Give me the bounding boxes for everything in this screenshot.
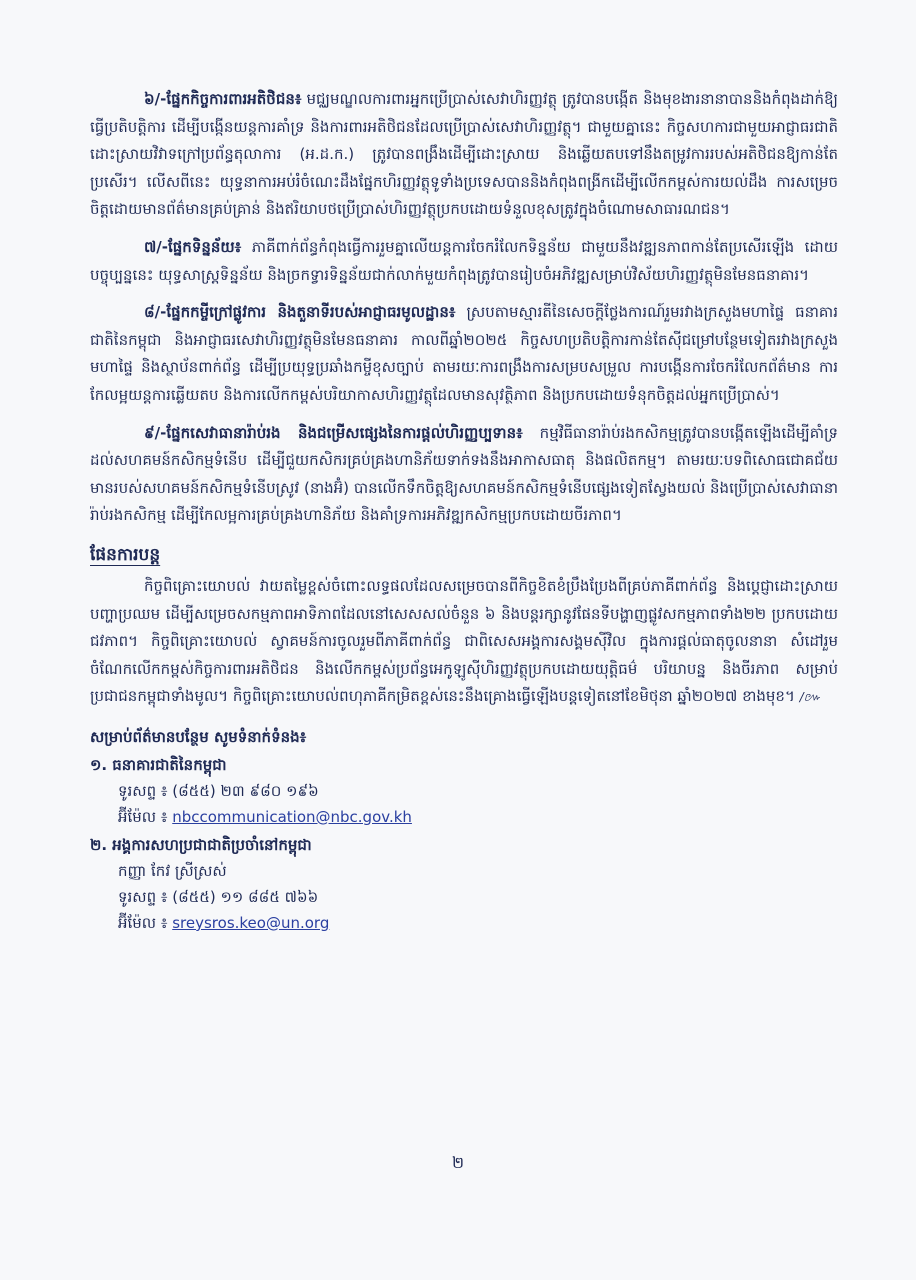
- section-body: ភាគីពាក់ព័ន្ធកំពុងធ្វើការរួមគ្នាលើយន្តការចែករំលែកទិន្នន័យ ជាមួយនឹងវឌ្ឍនភាពកាន់តែប្រសើរឡើង ដោយបច្ចុប្បន្ននេះ យុទ្ធសាស្ត្រទិន្នន័យ និងច្រកទ្វារទិន្នន័យជាក់លាក់មួយកំពុងត្រូវបានរៀបចំអភិវឌ្ឍសម្រាប់វិស័យហិរញ្ញវត្ថុមិនមែនធនាគារ។: [90, 237, 838, 284]
- contact-phone: ទូរសព្ទ ៖ (៨៥៥) ២៣ ៩៨០ ១៩៦: [118, 781, 319, 800]
- contact-heading: សម្រាប់ព័ត៌មានបន្ថែម សូមទំនាក់ទំនង៖: [90, 727, 307, 746]
- plan-paragraph: [90, 573, 838, 712]
- contact-org-name: ១. ធនាគារជាតិនៃកម្ពុជា: [90, 755, 227, 774]
- contact-person: កញ្ញា កែវ ស្រីស្រស់: [118, 861, 227, 880]
- plan-heading: ផែនការបន្ត: [90, 544, 161, 565]
- section-heading: ៦/-ផ្នែកកិច្ចការពារអតិថិជន៖: [144, 90, 302, 108]
- contact-block: [90, 724, 838, 936]
- contact-phone: ទូរសព្ទ ៖ (៨៥៥) ១១ ៨៨៥ ៧៦៦: [118, 887, 319, 906]
- email-link[interactable]: sreysros.keo@un.org: [172, 913, 330, 932]
- end-mark: /៚: [799, 690, 821, 705]
- section-body: ស្របតាមស្មារតីនៃសេចក្តីថ្លែងការណ៍រួមរវាងក្រសួងមហាផ្ទៃ ធនាគារជាតិនៃកម្ពុជា និងអាជ្ញាធរសេវាហិរញ្ញវត្ថុមិនមែនធនាគារ កាលពីឆ្នាំ២០២៥ កិច្ចសហប្រតិបត្តិការកាន់តែស៊ីជម្រៅបន្ថែមទៀតរវាងក្រសួងមហាផ្ទៃ និងស្ថាប័នពាក់ព័ន្ធ ដើម្បីប្រយុទ្ធប្រឆាំងកម្ចីខុសច្បាប់ តាមរយៈការពង្រឹងការសម្របសម្រួល ការបង្កើនការចែករំលែកព័ត៌មាន ការកែលម្អយន្តការឆ្លើយតប និងការលើកកម្ពស់បរិយាកាសហិរញ្ញវត្ថុដែលមានសុវត្ថិភាព និងប្រកបដោយទំនុកចិត្តដល់អ្នកប្រើប្រាស់។: [90, 303, 838, 404]
- section-heading: ៩/-ផ្នែកសេវាធានារ៉ាប់រង និងជម្រើសផ្សេងនៃការផ្តល់ហិរញ្ញប្បទាន៖: [144, 423, 523, 442]
- section-8: [90, 299, 838, 409]
- page-number: ២: [451, 1153, 465, 1172]
- section-heading: ៧/-ផ្នែកទិន្នន័យ៖: [144, 237, 242, 256]
- section-6: [90, 86, 838, 224]
- email-label: អ៊ីម៉ែល ៖: [118, 807, 168, 826]
- section-body: មជ្ឈមណ្ឌលការពារអ្នកប្រើប្រាស់សេវាហិរញ្ញវត្ថុ ត្រូវបានបង្កើត និងមុខងារនានាបាននិងកំពុងដាក់ឱ្យធ្វើប្រតិបត្តិការ ដើម្បីបង្កើនយន្តការគាំទ្រ និងការពារអតិថិជនដែលប្រើប្រាស់សេវាហិរញ្ញវត្ថុ។ ជាមួយគ្នានេះ កិច្ចសហការជាមួយអាជ្ញាធរជាតិដោះស្រាយវិវាទក្រៅប្រព័ន្ធតុលាការ (អ.ដ.ក.) ត្រូវបានពង្រឹងដើម្បីដោះស្រាយ និងឆ្លើយតបទៅនឹងតម្រូវការរបស់អតិថិជនឱ្យកាន់តែប្រសើរ។ លើសពីនេះ យុទ្ធនាការអប់រំចំណេះដឹងផ្នែកហិរញ្ញវត្ថុទូទាំងប្រទេសបាននិងកំពុងពង្រីកដើម្បីលើកកម្ពស់ការយល់ដឹង ការសម្រេចចិត្តដោយមានព័ត៌មានគ្រប់គ្រាន់ និងឥរិយាបថប្រើប្រាស់ហិរញ្ញវត្ថុប្រកបដោយទំនួលខុសត្រូវក្នុងចំណោមសាធារណជន។: [90, 90, 838, 219]
- email-label: អ៊ីម៉ែល ៖: [118, 913, 168, 932]
- email-link[interactable]: nbccommunication@nbc.gov.kh: [172, 807, 412, 826]
- contact-email-row: [90, 804, 838, 830]
- contact-org-name: ២. អង្គការសហប្រជាជាតិប្រចាំនៅកម្ពុជា: [90, 835, 312, 854]
- section-7: [90, 234, 838, 289]
- section-body: កម្មវិធីធានារ៉ាប់រងកសិកម្មត្រូវបានបង្កើតឡើងដើម្បីគាំទ្រដល់សហគមន៍កសិកម្មទំនើប ដើម្បីជួយកសិករគ្រប់គ្រងហានិភ័យទាក់ទងនឹងអាកាសធាតុ និងផលិតកម្ម។ តាមរយៈបទពិសោធជោគជ័យមានរបស់សហគមន៍កសិកម្មទំនើបស្រូវ (នាងអ៊ំ) បានលើកទឹកចិត្តឱ្យសហគមន៍កសិកម្មទំនើបផ្សេងទៀតស្វែងយល់ និងប្រើប្រាស់សេវាធានារ៉ាប់រងកសិកម្ម ដើម្បីកែលម្អការគ្រប់គ្រងហានិភ័យ និងគាំទ្រការអភិវឌ្ឍកសិកម្មប្រកបដោយចីរភាព។: [90, 423, 838, 525]
- section-heading: ៨/-ផ្នែកកម្ចីក្រៅផ្លូវការ និងតួនាទីរបស់អាជ្ញាធរមូលដ្ឋាន៖: [144, 303, 456, 322]
- plan-body: កិច្ចពិគ្រោះយោបល់ វាយតម្លៃខ្ពស់ចំពោះលទ្ធផលដែលសម្រេចបានពីកិច្ចខិតខំប្រឹងប្រែងពីគ្រប់ភាគីពាក់ព័ន្ធ និងប្តេជ្ញាដោះស្រាយបញ្ហាប្រឈម ដើម្បីសម្រេចសកម្មភាពអាទិភាពដែលនៅសេសសល់ចំនួន ៦ និងបន្តរក្សានូវផែនទីបង្ហាញផ្លូវសកម្មភាពទាំង២២ ប្រកបដោយជវភាព។ កិច្ចពិគ្រោះយោបល់ ស្វាគមន៍ការចូលរួមពីភាគីពាក់ព័ន្ធ ជាពិសេសអង្គការសង្គមស៊ីវិល ក្នុងការផ្តល់ធាតុចូលនានា សំដៅរួមចំណែកលើកកម្ពស់កិច្ចការពារអតិថិជន និងលើកកម្ពស់ប្រព័ន្ធអេកូឡូស៊ីហិរញ្ញវត្ថុប្រកបដោយយុត្តិធម៌ បរិយាបន្ន និងចីរភាព សម្រាប់ប្រជាជនកម្ពុជាទាំងមូល។ កិច្ចពិគ្រោះយោបល់ពហុភាគីកម្រិតខ្ពស់នេះនឹងគ្រោងធ្វើឡើងបន្តទៀតនៅខែមិថុនា ឆ្នាំ២០២៧ ខាងមុខ។: [90, 576, 838, 706]
- section-9: [90, 420, 838, 530]
- contact-email-row: [90, 910, 838, 936]
